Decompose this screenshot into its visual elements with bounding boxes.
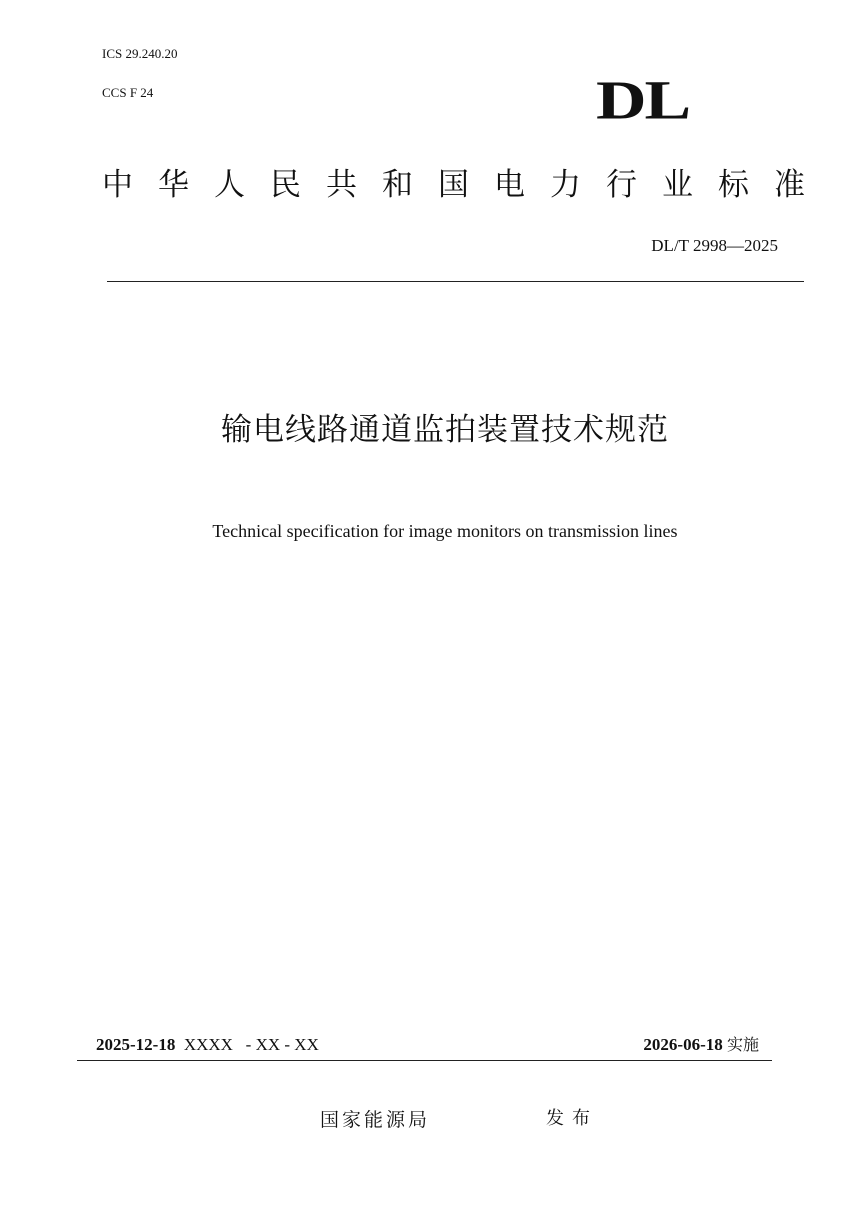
issuer-name: 国家能源局 — [320, 1109, 431, 1131]
classification-char: 业 — [662, 167, 693, 203]
classification-char: 标 — [718, 167, 749, 203]
standard-number: DL/T 2998—2025 — [651, 236, 778, 255]
implement-label: 实施 — [726, 1035, 759, 1054]
classification-char: 力 — [550, 167, 581, 203]
classification-char: 人 — [214, 167, 245, 203]
dl-logo: DL — [596, 70, 690, 131]
classification-char: 华 — [158, 167, 189, 203]
issue-placeholder: XXXX - XX - XX — [175, 1035, 319, 1054]
classification-char: 电 — [494, 167, 525, 203]
classification-char: 共 — [326, 167, 357, 203]
standard-classification — [102, 167, 805, 203]
ccs-code: CCS F 24 — [102, 85, 154, 100]
title-english: Technical specification for image monitors on transmission lines — [212, 521, 678, 541]
classification-char: 中 — [102, 167, 133, 203]
publish-label: 发布 — [546, 1108, 598, 1129]
classification-char: 和 — [382, 167, 413, 203]
ics-code: ICS 29.240.20 — [102, 46, 178, 61]
title-chinese: 输电线路通道监拍装置技术规范 — [221, 412, 669, 448]
header-divider — [107, 281, 804, 282]
footer-divider — [77, 1060, 772, 1061]
implement-date-line — [643, 1036, 759, 1053]
implement-date: 2026-06-18 — [643, 1035, 723, 1054]
classification-char: 准 — [774, 167, 805, 203]
issue-date: 2025-12-18 — [96, 1035, 176, 1054]
classification-char: 行 — [606, 167, 637, 203]
classification-char: 民 — [270, 167, 301, 203]
classification-char: 国 — [438, 167, 469, 203]
issue-date-line — [96, 1036, 319, 1053]
